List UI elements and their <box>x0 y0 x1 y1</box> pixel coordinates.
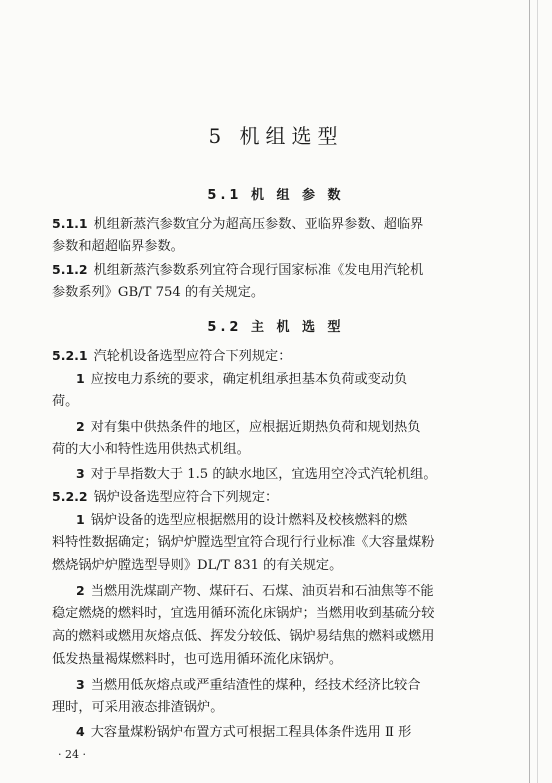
item-5-2-2-4-line-1 <box>76 723 411 742</box>
item-5-2-1-2-line-1 <box>76 418 420 437</box>
item-5-2-2-2-line-2: 稳定燃烧的燃料时，宜选用循环流化床锅炉；当燃用收到基硫分较 <box>52 606 435 621</box>
item-number: 1 <box>76 371 85 386</box>
clause-5-1-2-line-1 <box>52 261 423 280</box>
item-number: 3 <box>76 466 85 481</box>
item-text: 锅炉设备的选型应根据燃用的设计燃料及校核燃料的燃 <box>90 513 408 528</box>
clause-5-1-1-line-1 <box>52 215 423 234</box>
item-5-2-1-1-line-1 <box>76 370 407 389</box>
item-5-2-2-1-line-1 <box>76 511 407 530</box>
clause-text: 锅炉设备选型应符合下列规定： <box>93 490 279 505</box>
item-5-2-2-3-line-2: 理时，可采用液态排渣锅炉。 <box>52 700 224 715</box>
page-edge-line <box>529 0 530 783</box>
clause-text: 机组新蒸汽参数系列宜符合现行国家标准《发电用汽轮机 <box>93 263 424 278</box>
clause-5-2-1 <box>52 347 291 366</box>
item-5-2-2-1-line-3: 燃烧锅炉炉膛选型导则》DL/T 831 的有关规定。 <box>52 558 343 573</box>
item-text: 对于旱指数大于 1.5 的缺水地区，宜选用空冷式汽轮机组。 <box>90 467 437 482</box>
item-5-2-2-3-line-1 <box>76 676 420 695</box>
item-text: 当燃用洗煤副产物、煤矸石、石煤、油页岩和石油焦等不能 <box>90 584 434 599</box>
item-text: 大容量煤粉锅炉布置方式可根据工程具体条件选用 Ⅱ 形 <box>90 725 412 740</box>
item-5-2-2-2-line-1 <box>76 582 434 601</box>
item-text: 对有集中供热条件的地区，应根据近期热负荷和规划热负 <box>90 420 421 435</box>
page-number: · 24 · <box>58 748 86 761</box>
clause-5-1-2-line-2: 参数系列》GB/T 754 的有关规定。 <box>52 285 265 300</box>
clause-number: 5.2.1 <box>52 348 88 363</box>
item-text: 应按电力系统的要求，确定机组承担基本负荷或变动负 <box>90 372 408 387</box>
clause-text: 汽轮机设备选型应符合下列规定： <box>93 349 292 364</box>
chapter-title: 5 机组选型 <box>208 124 344 148</box>
item-5-2-2-2-line-4: 低发热量褐煤燃料时，也可选用循环流化床锅炉。 <box>52 652 343 667</box>
clause-number: 5.1.2 <box>52 262 88 277</box>
page-edge-line-outer <box>537 0 538 783</box>
clause-5-1-1-line-2: 参数和超超临界参数。 <box>52 239 184 254</box>
clause-number: 5.2.2 <box>52 489 88 504</box>
section-heading-5-1: 5.1 机 组 参 数 <box>207 188 345 203</box>
item-5-2-1-1-line-2: 荷。 <box>52 394 79 409</box>
item-number: 2 <box>76 583 85 598</box>
item-text: 当燃用低灰熔点或严重结渣性的煤种，经技术经济比较合 <box>90 678 421 693</box>
item-5-2-2-2-line-3: 高的燃料或燃用灰熔点低、挥发分较低、锅炉易结焦的燃料或燃用 <box>52 629 435 644</box>
item-number: 1 <box>76 512 85 527</box>
clause-text: 机组新蒸汽参数宜分为超高压参数、亚临界参数、超临界 <box>93 217 424 232</box>
item-5-2-1-3-line-1 <box>76 465 437 484</box>
clause-number: 5.1.1 <box>52 216 88 231</box>
section-heading-5-2: 5.2 主 机 选 型 <box>207 320 345 335</box>
clause-5-2-2 <box>52 488 278 507</box>
item-5-2-2-1-line-2: 料特性数据确定；锅炉炉膛选型宜符合现行行业标准《大容量煤粉 <box>52 535 435 550</box>
item-number: 3 <box>76 677 85 692</box>
item-number: 2 <box>76 419 85 434</box>
item-5-2-1-2-line-2: 荷的大小和特性选用供热式机组。 <box>52 442 250 457</box>
item-number: 4 <box>76 724 85 739</box>
